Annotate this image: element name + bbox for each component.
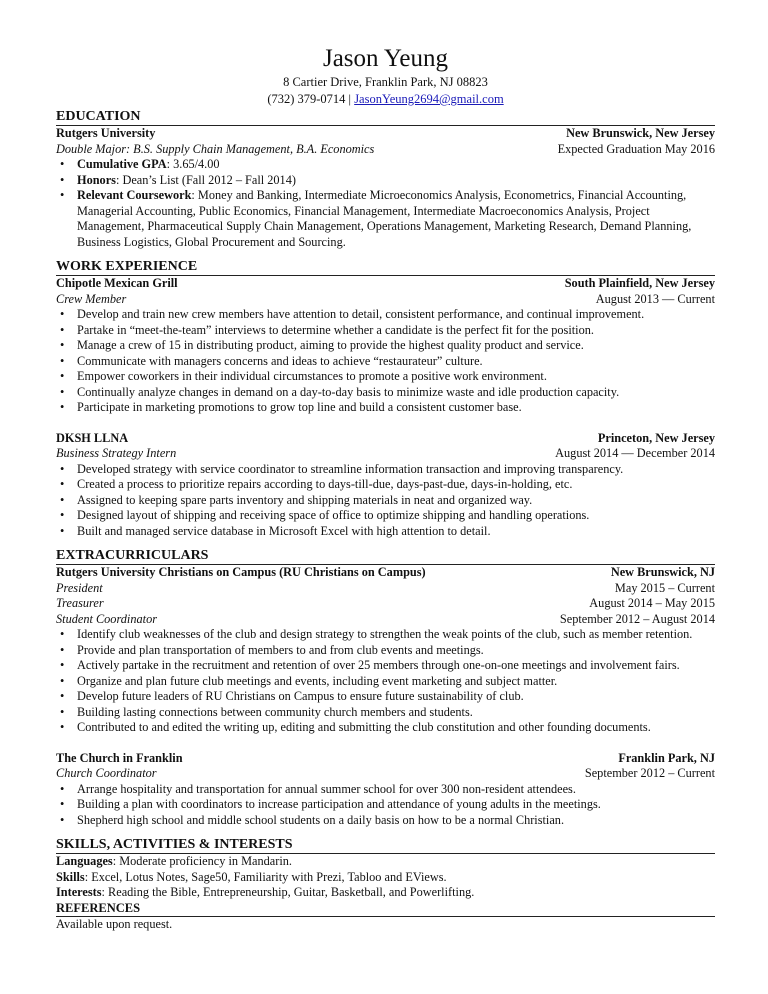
work-section [56,258,715,539]
list-item: • Actively partake in the recruitment and retention of over 25 members through one-on-one meetings and involvement fairs. [56,658,715,674]
resume-content [56,44,715,932]
list-item: • Identify club weaknesses of the club and design strategy to strengthen the weak points of the club, such as member retention. [56,627,715,643]
languages-label: Languages [56,854,113,868]
group-org: The Church in Franklin [56,750,183,765]
email-link[interactable]: JasonYeung2694@gmail.com [354,92,504,106]
gpa-value: : 3.65/4.00 [166,157,220,171]
list-item [56,188,715,250]
education-list [56,157,715,250]
interests-line [56,885,715,901]
list-item: • Communicate with managers concerns and ideas to achieve “restaurateur” culture. [56,354,715,370]
phone: (732) 379-0714 | [267,92,352,106]
skills-line [56,870,715,886]
list-item: • Built and managed service database in Microsoft Excel with high attention to detail. [56,524,715,540]
graduation-date: Expected Graduation May 2016 [557,141,715,156]
job-dates: August 2014 — December 2014 [555,446,715,460]
job-org: Chipotle Mexican Grill [56,276,178,290]
list-item: • Building a plan with coordinators to increase participation and attendance of young adults in the meetings. [56,797,715,813]
job-dates: August 2013 — Current [595,291,715,306]
group-dates: August 2014 – May 2015 [589,596,715,610]
list-item: • Partake in “meet-the-team” interviews to determine whether a candidate is the perfect fit for the position. [56,323,715,339]
list-item: • Assigned to keeping spare parts inventory and shipping materials in neat and organized way. [56,493,715,509]
honors-value: : Dean’s List (Fall 2012 – Fall 2014) [115,172,296,187]
list-item: • Empower coworkers in their individual circumstances to promote a positive work environment. [56,369,715,385]
education-section [56,108,715,250]
list-item: • Building lasting connections between community church members and students. [56,705,715,721]
job-role: Business Strategy Intern [56,446,177,460]
school-name: Rutgers University [56,126,156,140]
references-value: Available upon request. [56,916,173,931]
school-location: New Brunswick, New Jersey [566,126,715,140]
list-item: • Participate in marketing promotions to grow top line and build a consistent customer base. [56,400,715,416]
languages-line [56,854,715,870]
extracurriculars-heading: EXTRACURRICULARS [56,547,715,565]
list-item: • Shepherd high school and middle school students on a daily basis on how to be a normal Christian. [56,813,715,829]
interests-label: Interests [56,885,102,899]
honors-label: Honors [77,172,116,187]
group-org: Rutgers University Christians on Campus (RU Christians on Campus) [56,565,426,579]
list-item: • Manage a crew of 15 in distributing product, aiming to provide the highest quality product and service. [56,338,715,354]
group-location: Franklin Park, NJ [618,750,715,765]
contact-line [56,91,715,108]
list-item [56,173,715,189]
skills-section [56,836,715,932]
candidate-name: Jason Yeung [322,45,449,72]
group-dates: May 2015 – Current [614,580,715,595]
resume-header [56,44,715,108]
list-item: • Develop and train new crew members have attention to detail, consistent performance, and continual improvement. [56,307,715,323]
job-bullets [56,307,715,416]
work-heading: WORK EXPERIENCE [56,258,715,276]
list-item: • Organize and plan future club meetings and events, including event marketing and subject matter. [56,674,715,690]
gpa-label: Cumulative GPA [77,157,167,171]
group-bullets [56,782,715,829]
extracurriculars-section [56,547,715,828]
group-role: Student Coordinator [56,611,157,626]
list-item: • Contributed to and edited the writing up, editing and submitting the club constitution and other founding documents. [56,720,715,736]
languages-value: : Moderate proficiency in Mandarin. [112,854,292,868]
list-item: • Provide and plan transportation of members to and from club events and meetings. [56,643,715,659]
group-bullets [56,627,715,736]
education-heading: EDUCATION [56,108,715,126]
interests-value: : Reading the Bible, Entrepreneurship, Guitar, Basketball, and Powerlifting. [101,885,475,899]
coursework-value: : Money and Banking, Intermediate Microeconomics Analysis, Econometrics, Financial Accounting, Managerial Accounting, Public Economics, Financial Management, Intermediate Macroeconomics Analysis, Project Management, Pharmaceutical Supply Chain Management, Operations Management, Marketing Research, Demand Planning, Business Logistics, Global Procurement and Sourcing. [77,188,692,249]
list-item: • Develop future leaders of RU Christians on Campus to ensure future sustainability of club. [56,689,715,705]
group-dates: September 2012 – August 2014 [559,611,715,626]
job-org: DKSH LLNA [56,430,129,445]
job-bullets [56,462,715,540]
list-item: • Created a process to prioritize repairs according to days-till-due, days-past-due, days-in-holding, etc. [56,477,715,493]
list-item: • Designed layout of shipping and receiving space of office to optimize shipping and handling operations. [56,508,715,524]
group-role: Treasurer [56,596,104,610]
skills-heading: SKILLS, ACTIVITIES & INTERESTS [56,836,715,854]
skills-value: : Excel, Lotus Notes, Sage50, Familiarity with Prezi, Tabloo and EViews. [84,869,447,884]
job-location: South Plainfield, New Jersey [564,276,715,290]
list-item: • Continually analyze changes in demand on a day-to-day basis to minimize waste and idle production capacity. [56,385,715,401]
references-heading: REFERENCES [56,901,715,917]
degree: Double Major: B.S. Supply Chain Management, B.A. Economics [56,141,375,156]
job-location: Princeton, New Jersey [597,430,715,445]
coursework-label: Relevant Coursework [77,188,192,202]
group-dates: September 2012 – Current [584,766,715,780]
group-location: New Brunswick, NJ [610,565,715,579]
group-role: President [56,580,103,595]
list-item: • Arrange hospitality and transportation for annual summer school for over 300 non-resident attendees. [56,782,715,798]
list-item: • Developed strategy with service coordinator to streamline information transaction and improving transparency. [56,462,715,478]
skills-label: Skills [56,869,85,884]
job-role: Crew Member [56,291,127,306]
list-item [56,157,715,173]
group-role: Church Coordinator [56,766,157,780]
address: 8 Cartier Drive, Franklin Park, NJ 08823 [283,75,488,89]
